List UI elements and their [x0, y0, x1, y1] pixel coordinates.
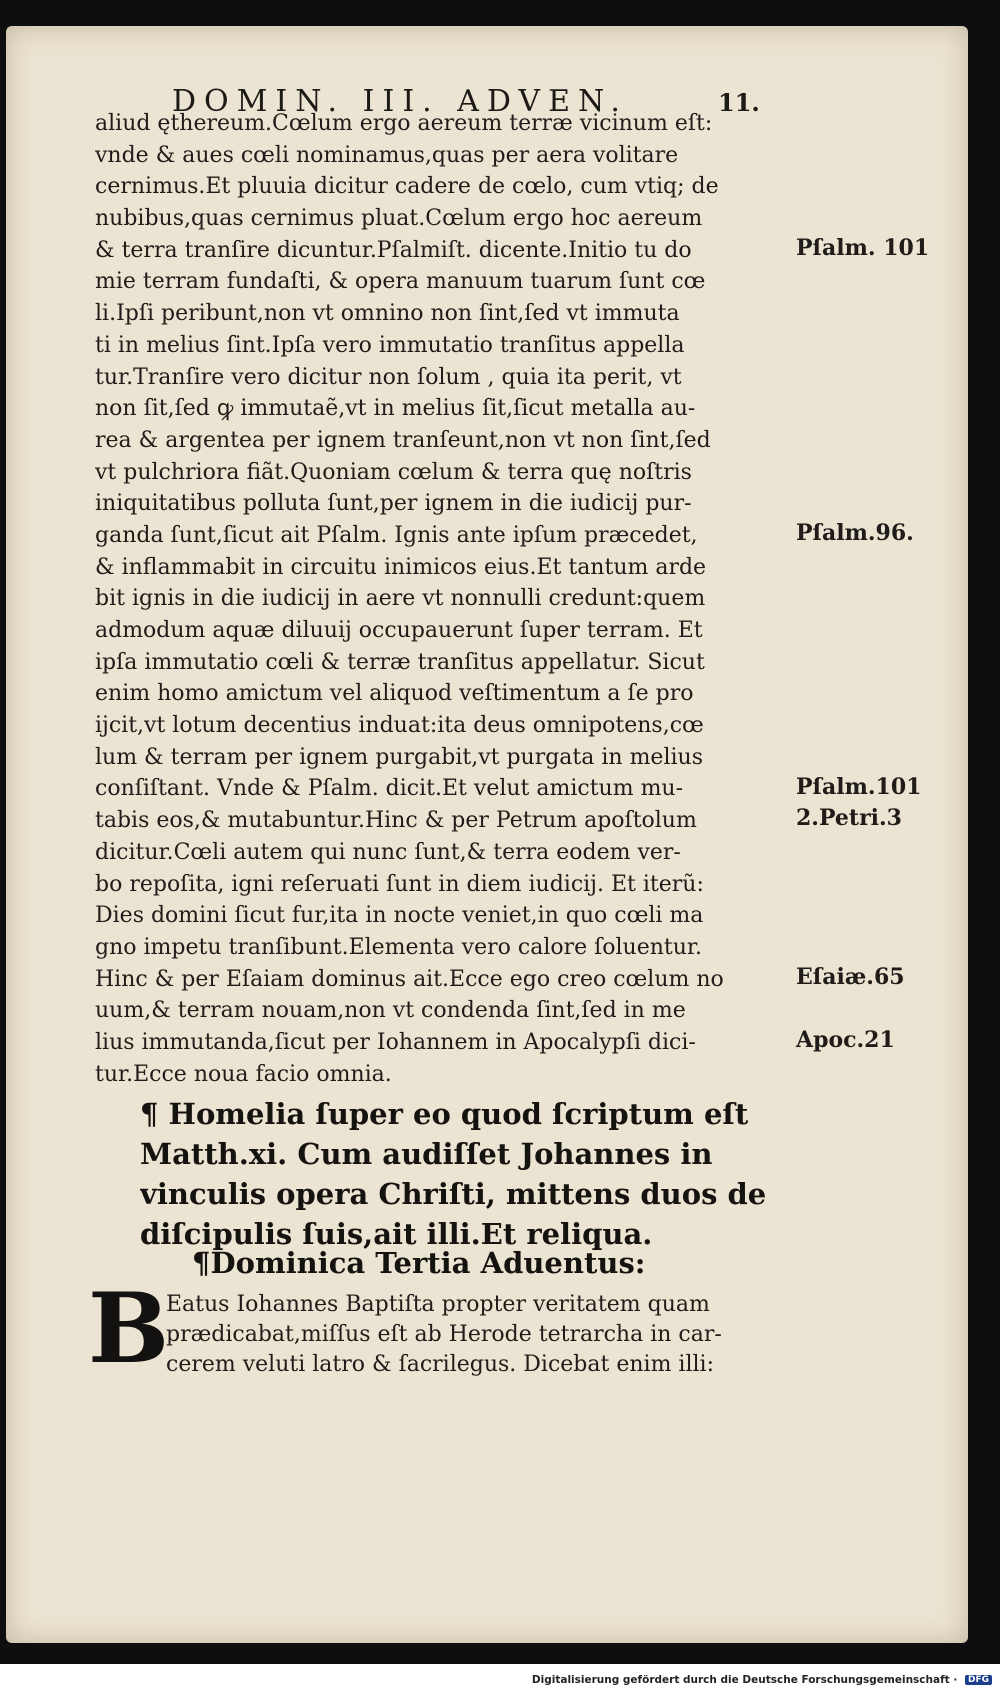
dominica-heading: ¶Dominica Tertia Aduentus: [192, 1246, 646, 1280]
body-text [95, 108, 795, 1090]
text-line: tur.Ecce noua facio omnia. [95, 1061, 392, 1087]
text-line: bo repoſita, igni reſeruati ſunt in diem iudicij. Et iterũ: [95, 871, 704, 897]
margin-note: Pſalm. 101 [796, 234, 930, 261]
margin-note: 2.Petri.3 [796, 805, 902, 832]
text-line: ijcit,vt lotum decentius induat:ita deus omnipotens,cœ [95, 713, 704, 739]
text-line: enim homo amictum vel aliquod veſtimentum a ſe pro [95, 681, 694, 707]
text-line: Hinc & per Eſaiam dominus ait.Ecce ego creo cœlum no [95, 966, 724, 992]
text-line: & inflammabit in circuitu inimicos eius.Et tantum arde [95, 554, 707, 580]
text-line: non ſit,ſed ꝙ immutaẽ,vt in melius ſit,ſicut metalla au- [95, 396, 696, 422]
opening-line: Eatus Iohannes Baptiſta propter veritatem quam [166, 1292, 710, 1317]
margin-note: Pſalm.96. [796, 520, 914, 547]
text-line: vt pulchriora fiãt.Quoniam cœlum & terra quę noſtris [95, 459, 692, 485]
credit-text: Digitalisierung gefördert durch die Deutsche Forschungsgemeinschaft · [531, 1674, 958, 1686]
text-line: conſiſtant. Vnde & Pſalm. dicit.Et velut amictum mu- [95, 776, 684, 802]
text-line: uum,& terram nouam,non vt condenda ſint,ſed in me [95, 998, 686, 1024]
text-line: tur.Tranſire vero dicitur non ſolum , quia ita perit, vt [95, 364, 682, 390]
text-line: ganda ſunt,ſicut ait Pſalm. Ignis ante ipſum præcedet, [95, 522, 698, 548]
opening-line: cerem veluti latro & ſacrilegus. Dicebat enim illi: [166, 1352, 714, 1377]
text-line: lius immutanda,ſicut per Iohannem in Apocalypſi dici- [95, 1029, 696, 1055]
opening-line: prædicabat,miſſus eſt ab Herode tetrarcha in car- [166, 1322, 722, 1347]
running-head-title: DOMIN. III. ADVEN. [172, 84, 628, 119]
margin-note: Apoc.21 [796, 1027, 895, 1054]
heading-line: Matth.xi. Cum audiſſet Johannes in [140, 1137, 713, 1171]
text-line: tabis eos,& mutabuntur.Hinc & per Petrum apoſtolum [95, 808, 697, 834]
text-line: cernimus.Et pluuia dicitur cadere de cœlo, cum vtiq; de [95, 174, 719, 200]
opening-lines [166, 1290, 806, 1380]
digitization-credit [532, 1674, 992, 1686]
text-line: aliud ęthereum.Cœlum ergo aereum terræ vicinum eſt: [95, 111, 713, 136]
heading-line: ¶ Homelia ſuper eo quod ſcriptum eſt [140, 1097, 749, 1131]
text-line: dicitur.Cœli autem qui nunc ſunt,& terra eodem ver- [95, 839, 681, 865]
text-line: gno impetu tranſibunt.Elementa vero calore ſoluentur. [95, 934, 703, 960]
text-line: & terra tranſire dicuntur.Pſalmiſt. dicente.Initio tu do [95, 237, 692, 263]
heading-line: diſcipulis ſuis,ait illi.Et reliqua. [140, 1217, 653, 1251]
margin-note: Pſalm.101 [796, 773, 922, 800]
text-line: iniquitatibus polluta ſunt,per ignem in die iudicij pur- [95, 491, 692, 517]
text-line: nubibus,quas cernimus pluat.Cœlum ergo hoc aereum [95, 206, 703, 232]
text-line: ti in melius ſint.Ipſa vero immutatio tranſitus appella [95, 332, 685, 358]
dfg-logo: DFG [965, 1675, 992, 1685]
text-line: vnde & aues cœli nominamus,quas per aera volitare [95, 142, 679, 168]
homily-heading [140, 1094, 780, 1254]
text-line: ipſa immutatio cœli & terræ tranſitus appellatur. Sicut [95, 649, 705, 675]
drop-cap: B [88, 1272, 170, 1385]
text-line: lum & terram per ignem purgabit,vt purgata in melius [95, 744, 703, 770]
text-line: admodum aquæ diluuij occupauerunt ſuper terram. Et [95, 618, 703, 643]
heading-line: vinculis opera Chriſti, mittens duos de [140, 1177, 767, 1211]
text-line: li.Ipſi peribunt,non vt omnino non ſint,ſed vt immuta [95, 301, 680, 327]
text-line: mie terram fundaſti, & opera manuum tuarum ſunt cœ [95, 269, 706, 295]
folio-number: 11. [718, 88, 760, 117]
text-line: rea & argentea per ignem tranſeunt,non vt non ſint,ſed [95, 427, 711, 453]
text-line: Dies domini ſicut fur,ita in nocte veniet,in quo cœli ma [95, 903, 704, 929]
margin-note: Eſaiæ.65 [796, 963, 905, 990]
text-line: bit ignis in die iudicij in aere vt nonnulli credunt:quem [95, 586, 706, 612]
